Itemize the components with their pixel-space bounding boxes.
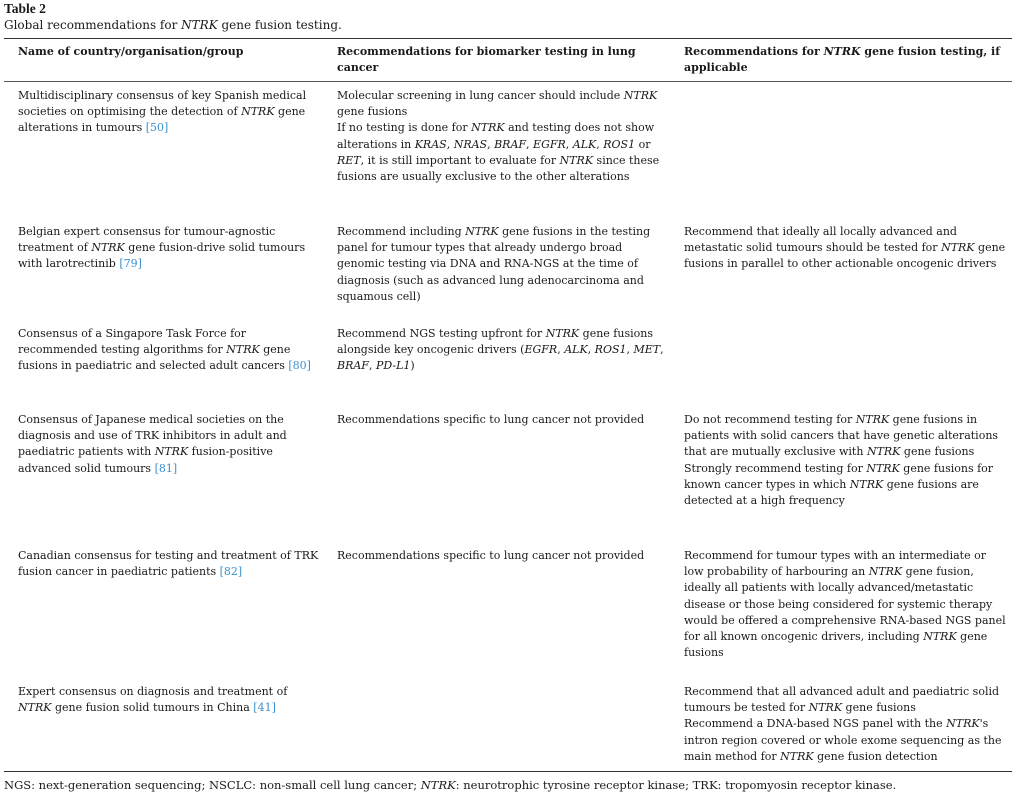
row-2-ntrk: Recommend that ideally all locally advanced and metastatic solid tumours should be tested for NTRK gene fusions in parallel to other actionable oncogenic drivers <box>684 225 1006 271</box>
row-3-lung: Recommend NGS testing upfront for NTRK gene fusions alongside key oncogenic drivers (EGFR, ALK, ROS1, MET, BRAF, PD-L1) <box>337 327 664 373</box>
table-caption: Global recommendations for NTRK gene fusion testing. <box>4 18 342 32</box>
row-5-ntrk: Recommend for tumour types with an intermediate or low probability of harbouring an NTRK gene fusion, ideally all patients with locally advanced/metastatic disease or those being considered for systemic therapy would be offered a comprehensive RNA-based NGS panel for all known oncogenic drivers, including NTRK gene fusions <box>684 549 1006 660</box>
row-1-lung: Molecular screening in lung cancer should include NTRK gene fusions If no testing is done for NTRK and testing does not show alterations in KRAS, NRAS, BRAF, EGFR, ALK, ROS1 or RET, it is still important to evaluate for NTRK since these fusions are usually exclusive to the other alterations <box>337 89 660 184</box>
footnote: NGS: next-generation sequencing; NSCLC: non-small cell lung cancer; NTRK: neurotrophic tyrosine receptor kinase; TRK: tropomyosin receptor kinase. <box>4 778 897 792</box>
header-cell-lung-cancer: Recommendations for biomarker testing in lung cancer <box>337 45 636 75</box>
row-2-name: Belgian expert consensus for tumour-agnostic treatment of NTRK gene fusion-drive solid tumours with larotrectinib [79] <box>18 225 306 271</box>
row-5-name: Canadian consensus for testing and treatment of TRK fusion cancer in paediatric patients [82] <box>18 549 319 579</box>
row-3-name: Consensus of a Singapore Task Force for recommended testing algorithms for NTRK gene fusions in paediatric and selected adult cancers [80] <box>18 327 311 373</box>
row-4-ntrk: Do not recommend testing for NTRK gene fusions in patients with solid cancers that have genetic alterations that are mutually exclusive with NTRK gene fusions Strongly recommend testing for NTRK gene fusions for known cancer types in which NTRK gene fusions are detected at a high frequency <box>684 413 999 508</box>
row-5-lung: Recommendations specific to lung cancer not provided <box>337 549 645 562</box>
row-2-lung: Recommend including NTRK gene fusions in the testing panel for tumour types that already undergo broad genomic testing via DNA and RNA-NGS at the time of diagnosis (such as advanced lung adenocarcinoma and squamous cell) <box>337 225 651 303</box>
row-4-lung: Recommendations specific to lung cancer not provided <box>337 413 645 426</box>
row-6-name: Expert consensus on diagnosis and treatment of NTRK gene fusion solid tumours in China [41] <box>18 685 288 715</box>
row-6-ntrk: Recommend that all advanced adult and paediatric solid tumours be tested for NTRK gene fusions Recommend a DNA-based NGS panel with the NTRK's intron region covered or whole exome sequencing as the main method for NTRK gene fusion detection <box>684 685 1002 763</box>
row-4-name: Consensus of Japanese medical societies on the diagnosis and use of TRK inhibitors in adult and paediatric patients with NTRK fusion-positive advanced solid tumours [81] <box>18 413 287 475</box>
bottom-rule <box>4 771 1012 772</box>
header-rule <box>4 81 1012 82</box>
header-cell-name: Name of country/organisation/group <box>18 45 244 58</box>
top-rule <box>4 38 1012 39</box>
row-1-name: Multidisciplinary consensus of key Spanish medical societies on optimising the detection of NTRK gene alterations in tumours [50] <box>18 89 307 135</box>
header-cell-ntrk: Recommendations for NTRK gene fusion testing, if applicable <box>684 45 1000 75</box>
table-label: Table 2 <box>4 1 46 16</box>
